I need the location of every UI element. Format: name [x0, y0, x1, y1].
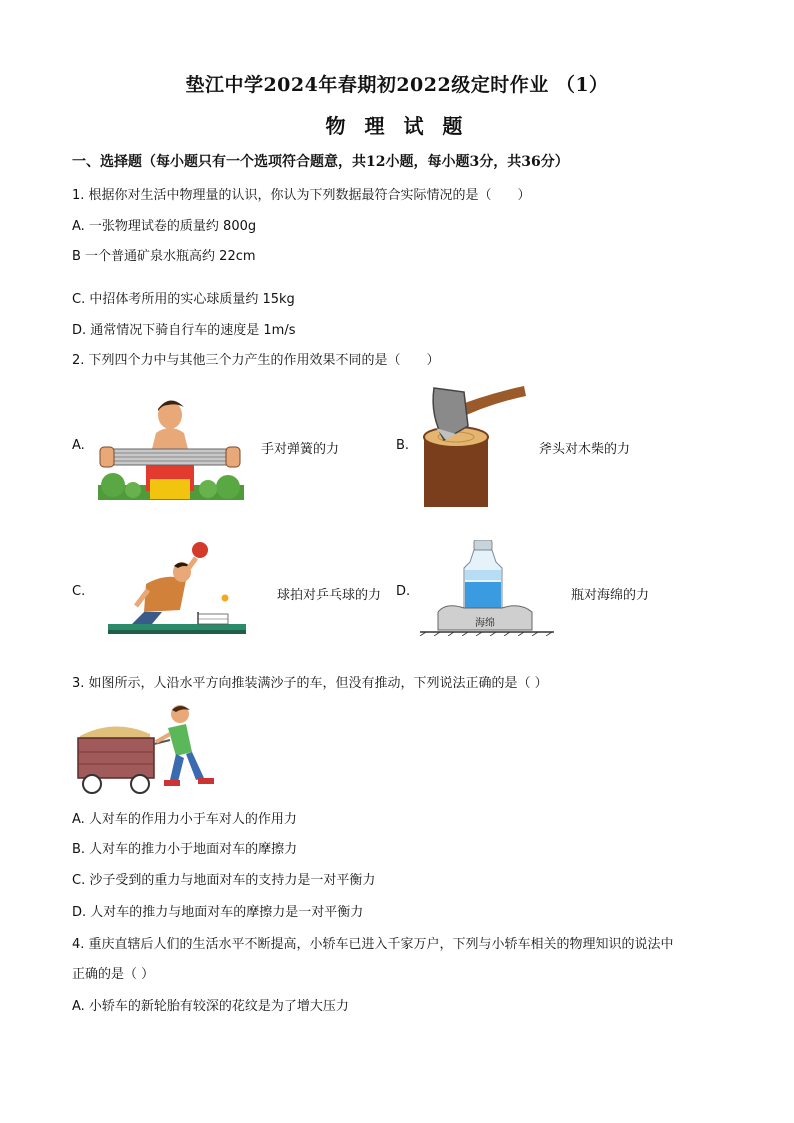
q3-option-c: C. 沙子受到的重力与地面对车的支持力是一对平衡力 [72, 873, 376, 888]
q1-option-d: D. 通常情况下骑自行车的速度是 1m/s [72, 323, 296, 338]
q2-stem: 2. 下列四个力中与其他三个力产生的作用效果不同的是（ ） [72, 353, 440, 368]
table-tennis-illustration [108, 540, 246, 638]
q1-option-a: A. 一张物理试卷的质量约 800g [72, 219, 257, 234]
q1-option-c: C. 中招体考所用的实心球质量约 15kg [72, 292, 295, 307]
q2-option-c-text: 球拍对乒乓球的力 [277, 588, 382, 603]
q3-stem: 3. 如图所示，人沿水平方向推装满沙子的车，但没有推动，下列说法正确的是（ ） [72, 676, 548, 691]
q4-stem-line2: 正确的是（ ） [72, 967, 155, 982]
q3-option-d: D. 人对车的推力与地面对车的摩擦力是一对平衡力 [72, 905, 364, 920]
spring-exerciser-illustration [98, 393, 244, 500]
q2-option-b-letter: B. [396, 438, 410, 453]
q3-option-b: B. 人对车的推力小于地面对车的摩擦力 [72, 842, 298, 857]
axe-log-illustration [416, 382, 526, 510]
q2-option-a-letter: A. [72, 438, 85, 453]
q2-option-b-text: 斧头对木柴的力 [539, 442, 631, 457]
exam-subtitle: 物 理 试 题 [325, 114, 469, 138]
q2-option-c-letter: C. [72, 584, 86, 599]
q2-option-a-text: 手对弹簧的力 [261, 442, 340, 457]
cart-pushing-illustration [74, 700, 214, 796]
q1-option-b: B 一个普通矿泉水瓶高约 22cm [72, 249, 256, 264]
q4-stem-line1: 4. 重庆直辖后人们的生活水平不断提高，小轿车已进入千家万户，下列与小轿车相关的物理知识的说法中 [72, 937, 674, 952]
q2-option-d-text: 瓶对海绵的力 [571, 588, 650, 603]
bottle-sponge-illustration [416, 540, 558, 636]
q4-option-a: A. 小轿车的新轮胎有较深的花纹是为了增大压力 [72, 999, 349, 1014]
sponge-label: 海绵 [475, 618, 495, 629]
exam-title: 垫江中学2024年春期初2022级定时作业 （1） [185, 74, 609, 96]
q2-option-d-letter: D. [396, 584, 411, 599]
q3-option-a: A. 人对车的作用力小于车对人的作用力 [72, 812, 297, 827]
section-heading: 一、选择题（每小题只有一个选项符合题意，共12小题，每小题3分，共36分） [72, 154, 569, 170]
q1-stem: 1. 根据你对生活中物理量的认识，你认为下列数据最符合实际情况的是（ ） [72, 188, 531, 203]
